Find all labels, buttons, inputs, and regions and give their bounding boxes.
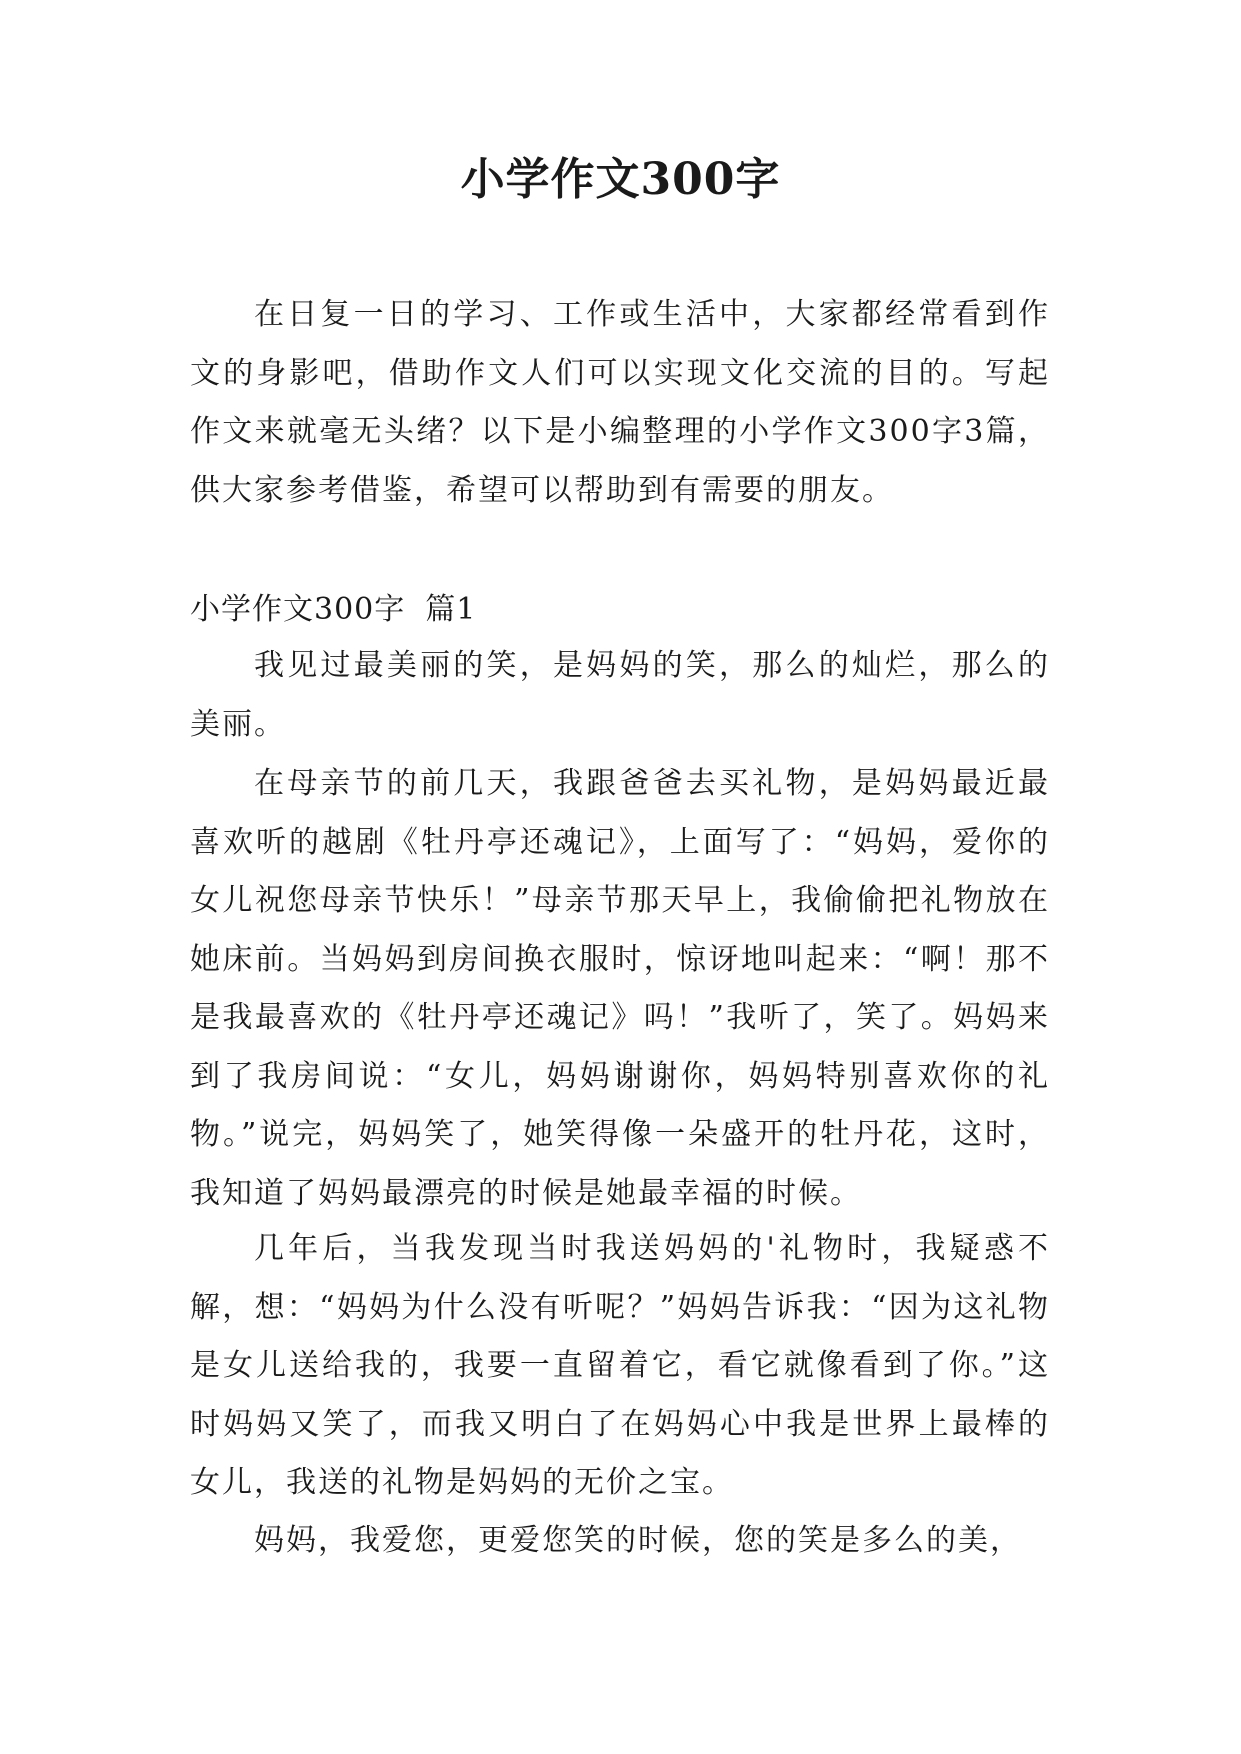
body-paragraph-1: 我见过最美丽的笑，是妈妈的笑，那么的灿烂，那么的美丽。 (190, 648, 1050, 742)
section-heading-title: 小学作文300字 (190, 592, 406, 627)
section-heading-number: 篇1 (425, 592, 477, 627)
body-paragraph-2: 在母亲节的前几天，我跟爸爸去买礼物，是妈妈最近最喜欢听的越剧《牡丹亭还魂记》，上面写了：“妈妈，爱你的女儿祝您母亲节快乐！”母亲节那天早上，我偷偷把礼物放在她床前。当妈妈到房间换衣服时，惊讶地叫起来：“啊！那不是我最喜欢的《牡丹亭还魂记》吗！”我听了，笑了。妈妈来到了我房间说：“女儿，妈妈谢谢你，妈妈特别喜欢你的礼物。”说完，妈妈笑了，她笑得像一朵盛开的牡丹花，这时，我知道了妈妈最漂亮的时候是她最幸福的时候。 (190, 766, 1050, 1211)
body-paragraph-3: 几年后，当我发现当时我送妈妈的'礼物时，我疑惑不解，想：“妈妈为什么没有听呢？”妈妈告诉我：“因为这礼物是女儿送给我的，我要一直留着它，看它就像看到了你。”这时妈妈又笑了，而我又明白了在妈妈心中我是世界上最棒的女儿，我送的礼物是妈妈的无价之宝。 (190, 1231, 1050, 1500)
intro-paragraph: 在日复一日的学习、工作或生活中，大家都经常看到作文的身影吧，借助作文人们可以实现文化交流的目的。写起作文来就毫无头绪？以下是小编整理的小学作文300字3篇，供大家参考借鉴，希望可以帮助到有需要的朋友。 (190, 297, 1050, 508)
body-paragraph-4: 妈妈，我爱您，更爱您笑的时候，您的笑是多么的美， (254, 1523, 1022, 1558)
section-heading (190, 581, 476, 639)
document-title: 小学作文300字 (460, 154, 781, 205)
